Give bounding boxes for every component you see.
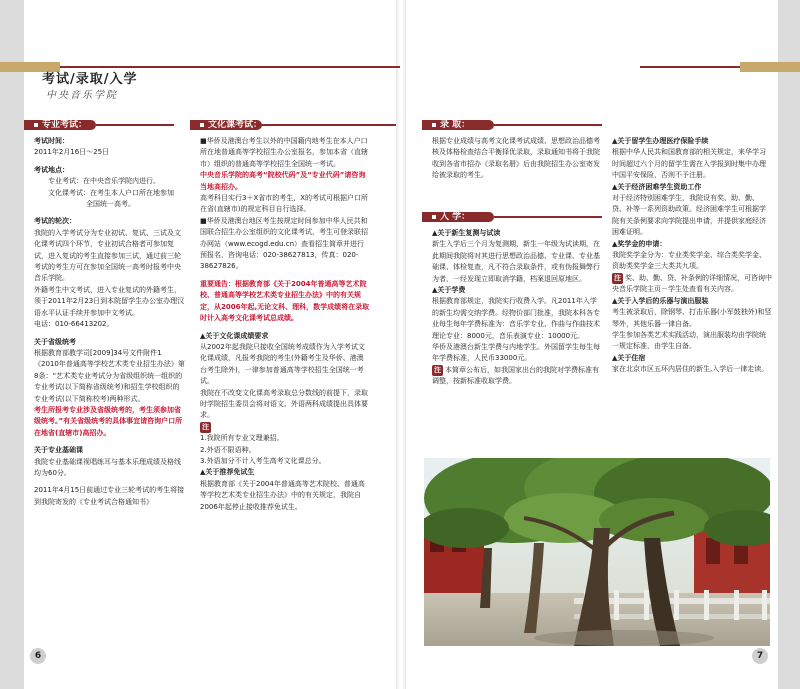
book-spine <box>396 0 406 689</box>
culture-exam-codes-red: 中央音乐学院的高考“院校代码”及“专业代码”请咨询当地高招办。 <box>200 171 366 191</box>
culture-exam-para-2: ■华侨及港澳台地区考生按规定时间参加中华人民共和国联合招生办公室组织的文化课考试，考生可登录联招办网站（www.ecogd.edu.cn）查看招生简章并进行预报名，咨询电话：020-38627813，传真：020-38627826。 <box>200 216 368 271</box>
exam-place-culture: 文化课考试：在考生本人户口所在地参加 <box>48 188 174 197</box>
arts-text-2: 学生参加各类艺术实践活动，演出服装均由学院统一规定标准，由学生自备。 <box>612 330 766 351</box>
note-item-1: 1.我院所有专业文理兼招。 <box>200 434 284 443</box>
exam-time-label: 考试时间： <box>34 137 69 145</box>
phone-text: 电话：010-66413202。 <box>34 320 114 329</box>
scholarship-label: ▲奖学金的申请： <box>612 239 667 248</box>
note-item-3: 3.外语加分不计入考生高考文化课总分。 <box>200 456 326 465</box>
notice-booklet-text: 2011年4月15日前通过专业三轮考试的考生将接到我院寄发的《专业考试合格通知书》 <box>34 486 185 506</box>
section-heading-enroll: 入 学： <box>440 212 471 222</box>
page-number-right: 7 <box>752 648 768 664</box>
exam-place-major: 专业考试：在中央音乐学院内进行。 <box>48 177 160 186</box>
aid-text: 对于经济特别困难学生，我院设有奖、助、勤、贷、补等一系列资助政策。经济困难学生可根据学院有关条例要求向学院提出申请，并提供家庭经济困难证明。 <box>612 194 766 237</box>
exam-rounds-text: 我院的入学考试分为专业初试、复试、三试及文化课考试四个环节，专业初试合格者可参加复试，进入复试的考生直接参加三试，通过前三轮考试的考生方可在参加全国统一高考时报考中央音乐学院。 <box>34 228 181 283</box>
culture-score-text: 从2002年起我院只接收全国统考成绩作为入学考试文化课成绩，凡报考我院的考生(外籍考生及华侨、港澳台考生除外)，一律参加普通高等学校招生全国统一考试。 <box>200 342 365 386</box>
exam-place-culture-cont: 全国统一高考。 <box>86 200 135 209</box>
major-exam-column <box>34 136 186 508</box>
basic-course-label: 关于专业基础课 <box>34 446 83 455</box>
fee-note-badge: 注 <box>432 365 443 376</box>
admission-column <box>432 136 600 182</box>
culture-exam-column <box>200 136 370 513</box>
scholarship-note-badge: 注 <box>612 273 623 284</box>
fee-label: ▲关于学费 <box>432 286 466 295</box>
exam-time-value: 2011年2月16日～25日 <box>34 148 110 157</box>
review-text: 新生入学后三个月为复测期，新生一年级为试读期，在此期间我院将对其进行思想政治品德、专业课、专业基础课、体检复查，凡不符合录取条件，或有伪报舞弊行为者，一经发现立即取消学籍，档案退回原地区。 <box>432 240 600 283</box>
culture-score-label: ▲关于文化课成绩要求 <box>200 331 269 340</box>
page-number-left: 6 <box>30 648 46 664</box>
scholarship-text: 我院奖学金分为：专业类奖学金、综合类奖学金、资助类奖学金三大类共九项。 <box>612 251 766 271</box>
section-bar-admission <box>422 120 602 130</box>
page-title: 考试/录取/入学 <box>42 72 138 87</box>
arts-text: 考生被录取后，除钢琴、打击乐器(小军鼓独外)和竖琴外，其他乐器一律自备。 <box>612 308 772 328</box>
foreign-students-text: 外籍考生中文考试，进入专业复试的外籍考生，须于2011年2月23日到本院留学生办公室办理汉语水平认证手续并参加中文考试。 <box>34 285 185 317</box>
culture-score-text-2: 我院在不改变文化课高考录取总分数线的前提下，录取时学院招生委员会将对语文、外语两科成绩提出具体要求。 <box>200 388 368 420</box>
scholarship-note: 奖、助、勤、贷、补条例的详细情况，可咨询中央音乐学院主页－学生处查看有关内容。 <box>612 273 772 294</box>
housing-text: 家在北京市区五环内居住的新生,入学后一律走读。 <box>612 365 769 374</box>
fee-text-2: 华侨及港澳台新生学费与内地学生。外国留学生每生每年学费标准，人民币33000元。 <box>432 343 600 363</box>
culture-exam-para-1: ■华侨及港澳台考生以外的中国籍内地考生在本人户口所在地普通高等学校招生办公室报名，参加本省（直辖市）组织的普通高等学校招生全国统一考试。 <box>200 137 368 168</box>
basic-course-text: 我院专业基础课视唱练耳与基本乐理成绩及格线均为60分。 <box>34 457 181 477</box>
arts-label: ▲关于入学后的乐器与演出服装 <box>612 296 709 305</box>
culture-exam-subjects: 高考科目实行3＋X省市的考生，X的考试可根据户口所在省(直辖市)的规定科目自行选择。 <box>200 194 369 214</box>
right-column-2 <box>612 136 772 376</box>
insurance-text: 根据中华人民共和国教育部的相关规定，来华学习时间超过六个月的留学生需在入学报到时集中办理中国平安保险，否则不予注册。 <box>612 148 766 180</box>
left-page-margin-stripe <box>0 0 24 689</box>
aid-label: ▲关于经济困难学生资助工作 <box>612 182 702 191</box>
section-heading-major-exam: 专业考试： <box>42 120 88 130</box>
right-header-bar <box>640 62 800 72</box>
exam-rounds-label: 考试的轮次： <box>34 217 76 226</box>
school-logo-text: 中央音乐学院 <box>46 90 118 101</box>
recommend-label: ▲关于推荐免试生 <box>200 468 255 477</box>
important-notice-red: 重要通告：根据教育部《关于2004年普通高等艺术院校、普通高等学校艺术类专业招生办法》中的有关规定，从2006年起,无论文科、理科，数学成绩将在录取时计入高考文化课考试总成绩。 <box>200 279 370 323</box>
section-heading-culture-exam: 文化课考试： <box>208 120 263 130</box>
exam-place-label: 考试地点： <box>34 165 69 174</box>
section-bar-culture-exam <box>190 120 396 130</box>
section-bar-enroll <box>422 212 602 222</box>
note-item-2: 2.外语不限语种。 <box>200 445 256 454</box>
section-bar-major-exam <box>24 120 174 130</box>
fee-text: 根据教育部规定，我院实行收费入学。凡2011年入学的新生均需交纳学费。经物价部门批准，我院本科各专业每生每年学费标准为：音乐学专业、作曲与作曲技术理论专业：8000元，音乐表演专业：10000元。 <box>432 297 600 340</box>
province-exam-label: 关于省级统考 <box>34 337 76 346</box>
review-label: ▲关于新生复测与试读 <box>432 229 501 237</box>
section-heading-admission: 录 取： <box>440 120 471 130</box>
province-exam-text: 根据教育部教学司[2009]34号文件附件1《2010年普通高等学校艺术类专业招生办法》第8条：“艺术类专业考试分为省级组织统一组织的专业考试(以下简称省级统考)和招生学校组织的专业考试(以下简称校考)两种形式。 <box>34 348 185 403</box>
campus-photo <box>424 458 770 646</box>
insurance-label: ▲关于留学生办理医疗保险手续 <box>612 137 709 145</box>
recommend-text: 根据教育部《关于2004年普通高等艺术院校、普通高等学校艺术类专业招生办法》中的有关规定，我院自2006年起停止接收推荐免试生。 <box>200 479 365 511</box>
admission-text: 根据专业成绩与高考文化课考试成绩、思想政治品德考核及体格检查结合平衡择优录取，录取通知书将于我院收到各省市招办《录取名册》后由我院招生办公室寄发给被录取的考生。 <box>432 137 600 180</box>
note-badge: 注 <box>200 422 211 433</box>
province-exam-red-text: 考生所报考专业涉及省级统考的，考生须参加省级统考。”有关省级统考的具体事宜请咨询户口所在地省(直辖市)高招办。 <box>34 405 183 437</box>
enroll-column <box>432 228 600 388</box>
housing-label: ▲关于住宿 <box>612 353 646 362</box>
right-page-margin-stripe <box>778 0 800 689</box>
fee-note: 本简章公布后，如我国家出台的我院对学费标准有调整，按新标准收取学费。 <box>432 365 599 386</box>
